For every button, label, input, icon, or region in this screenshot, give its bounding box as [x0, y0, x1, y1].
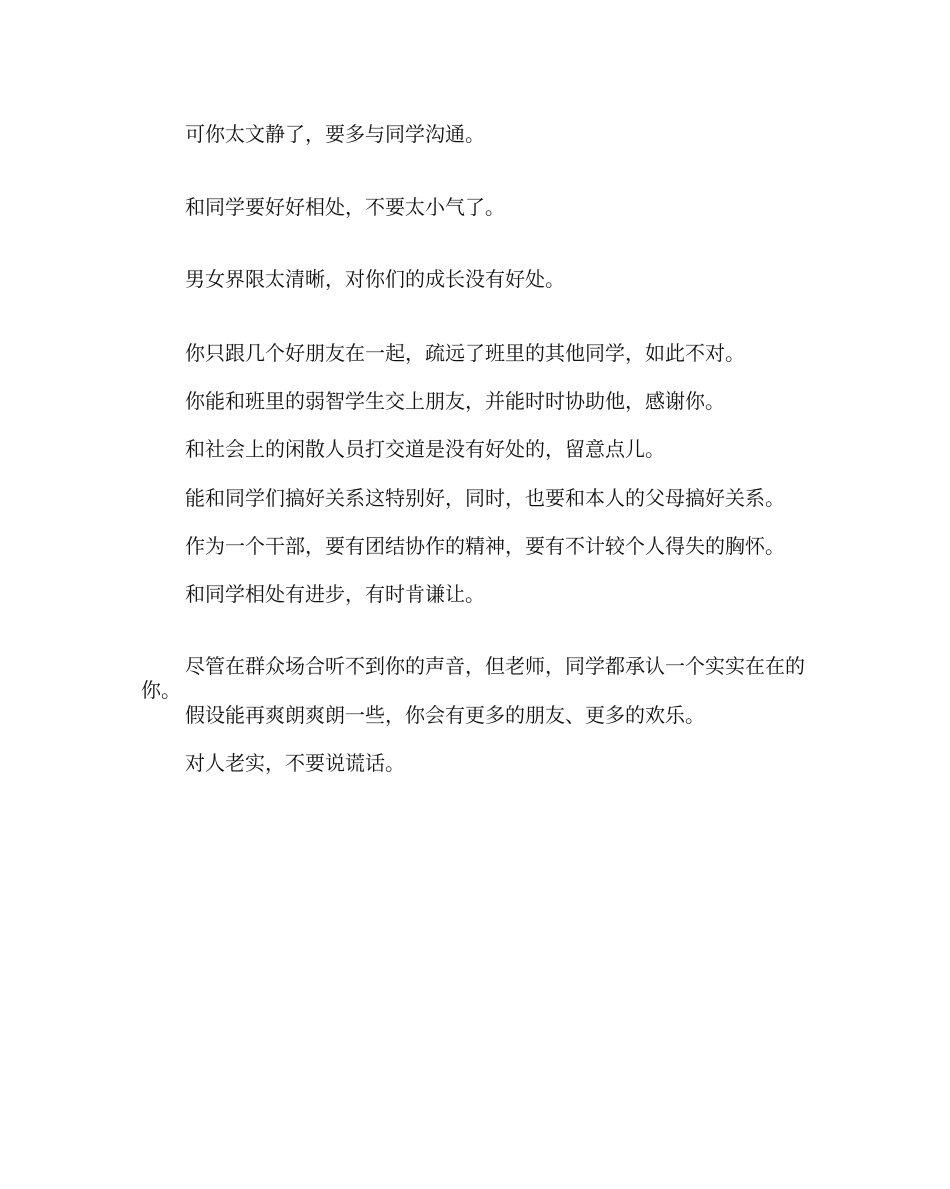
paragraph-8: 作为一个干部，要有团结协作的精神，要有不计较个人得失的胸怀。 [185, 534, 785, 558]
paragraph-6: 和社会上的闲散人员打交道是没有好处的，留意点儿。 [185, 437, 665, 461]
paragraph-10: 尽管在群众场合听不到你的声音，但老师，同学都承认一个实实在在的你。 [141, 654, 805, 702]
paragraph-9: 和同学相处有进步，有时肯谦让。 [185, 582, 485, 606]
paragraph-2: 和同学要好好相处，不要太小气了。 [185, 195, 505, 219]
paragraph-1: 可你太文静了，要多与同学沟通。 [185, 122, 485, 146]
paragraph-11: 假设能再爽朗爽朗一些，你会有更多的朋友、更多的欢乐。 [185, 703, 705, 727]
paragraph-4: 你只跟几个好朋友在一起，疏远了班里的其他同学，如此不对。 [185, 341, 745, 365]
paragraph-7: 能和同学们搞好关系这特别好，同时，也要和本人的父母搞好关系。 [185, 486, 785, 510]
paragraph-5: 你能和班里的弱智学生交上朋友，并能时时协助他，感谢你。 [185, 389, 725, 413]
paragraph-3: 男女界限太清晰，对你们的成长没有好处。 [185, 267, 565, 291]
paragraph-12: 对人老实，不要说谎话。 [185, 751, 405, 775]
